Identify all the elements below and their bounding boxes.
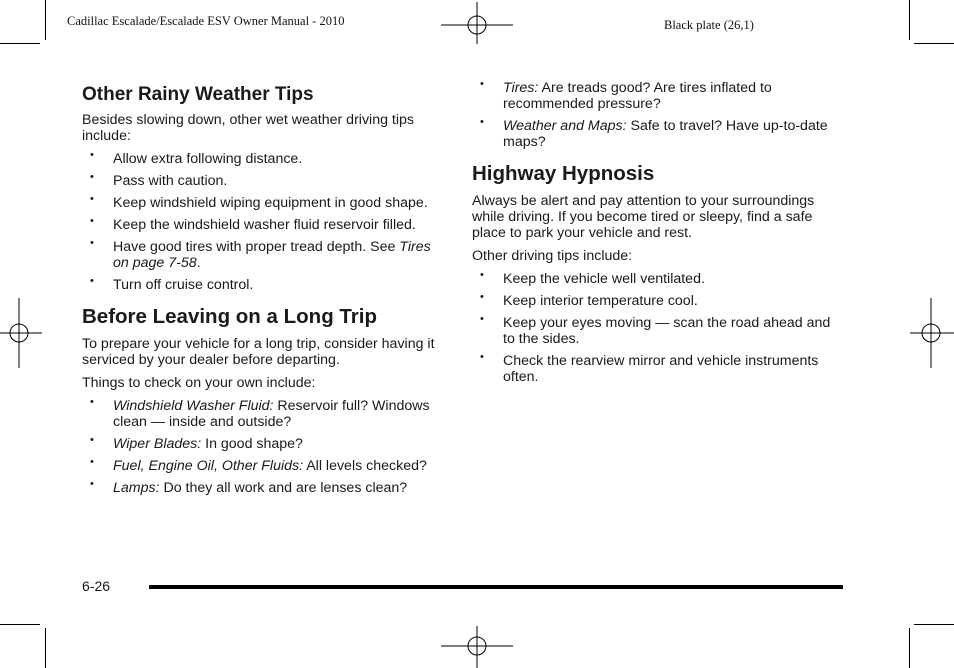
long-trip-checks-intro: Things to check on your own include:	[82, 375, 316, 391]
list-item: • Keep interior temperature cool.	[480, 291, 698, 309]
list-item: • Keep the vehicle well ventilated.	[480, 269, 705, 287]
list-item: • Keep the windshield washer fluid reservoir filled.	[90, 215, 416, 233]
long-trip-heading: Before Leaving on a Long Trip	[82, 305, 377, 328]
list-item: • Turn off cruise control.	[90, 275, 254, 293]
bullet-icon: •	[480, 313, 484, 325]
list-item: • Windshield Washer Fluid: Reservoir full? Windows clean — inside and outside?	[90, 396, 430, 430]
bullet-icon: •	[90, 237, 94, 249]
bullet-icon: •	[90, 275, 94, 287]
bullet-icon: •	[480, 269, 484, 281]
bullet-icon: •	[90, 456, 94, 468]
list-item: • Wiper Blades: In good shape?	[90, 434, 303, 452]
rainy-weather-heading: Other Rainy Weather Tips	[82, 84, 314, 105]
bullet-icon: •	[480, 351, 484, 363]
manual-title: Cadillac Escalade/Escalade ESV Owner Manual - 2010	[67, 14, 345, 28]
list-item: • Keep windshield wiping equipment in good shape.	[90, 193, 428, 211]
list-item: • Lamps: Do they all work and are lenses clean?	[90, 478, 408, 496]
list-item: • Have good tires with proper tread depth. See Tires on page 7-58.	[90, 237, 431, 271]
bullet-icon: •	[480, 116, 484, 128]
highway-hypnosis-intro: Always be alert and pay attention to your surroundings while driving. If you become tired or sleepy, find a safe place to park your vehicle and rest.	[472, 193, 815, 241]
list-item: • Tires: Are treads good? Are tires inflated to recommended pressure?	[480, 78, 772, 112]
bullet-icon: •	[90, 434, 94, 446]
long-trip-checklist	[82, 398, 444, 496]
list-item: • Check the rearview mirror and vehicle instruments often.	[480, 351, 819, 385]
list-item: • Weather and Maps: Safe to travel? Have up-to-date maps?	[480, 116, 828, 150]
bullet-icon: •	[90, 149, 94, 161]
bullet-icon: •	[90, 396, 94, 408]
bullet-icon: •	[90, 215, 94, 227]
bullet-icon: •	[90, 171, 94, 183]
long-trip-intro: To prepare your vehicle for a long trip, consider having it serviced by your dealer before departing.	[82, 336, 435, 368]
bullet-icon: •	[480, 291, 484, 303]
footer-rule	[149, 585, 843, 589]
registration-target-top	[441, 2, 513, 44]
rainy-weather-list	[82, 151, 444, 293]
tires-page-reference[interactable]: Tires on page 7-58	[113, 239, 431, 271]
rainy-weather-intro: Besides slowing down, other wet weather driving tips include:	[82, 112, 414, 144]
bullet-icon: •	[90, 478, 94, 490]
bullet-icon: •	[90, 193, 94, 205]
page-number: 6-26	[82, 578, 111, 594]
highway-hypnosis-heading: Highway Hypnosis	[472, 162, 655, 185]
highway-hypnosis-list	[472, 271, 842, 385]
plate-label: Black plate (26,1)	[664, 18, 754, 32]
right-column	[472, 80, 842, 391]
list-item: • Fuel, Engine Oil, Other Fluids: All levels checked?	[90, 456, 427, 474]
list-item: • Allow extra following distance.	[90, 149, 303, 167]
registration-target-right	[910, 298, 954, 368]
list-item: • Keep your eyes moving — scan the road ahead and to the sides.	[480, 313, 831, 347]
bullet-icon: •	[480, 78, 484, 90]
list-item: • Pass with caution.	[90, 171, 228, 189]
left-column	[82, 78, 444, 502]
highway-hypnosis-tips-intro: Other driving tips include:	[472, 248, 633, 264]
registration-target-bottom	[441, 626, 513, 668]
long-trip-checklist-continued	[472, 80, 842, 150]
registration-target-left	[0, 298, 42, 368]
